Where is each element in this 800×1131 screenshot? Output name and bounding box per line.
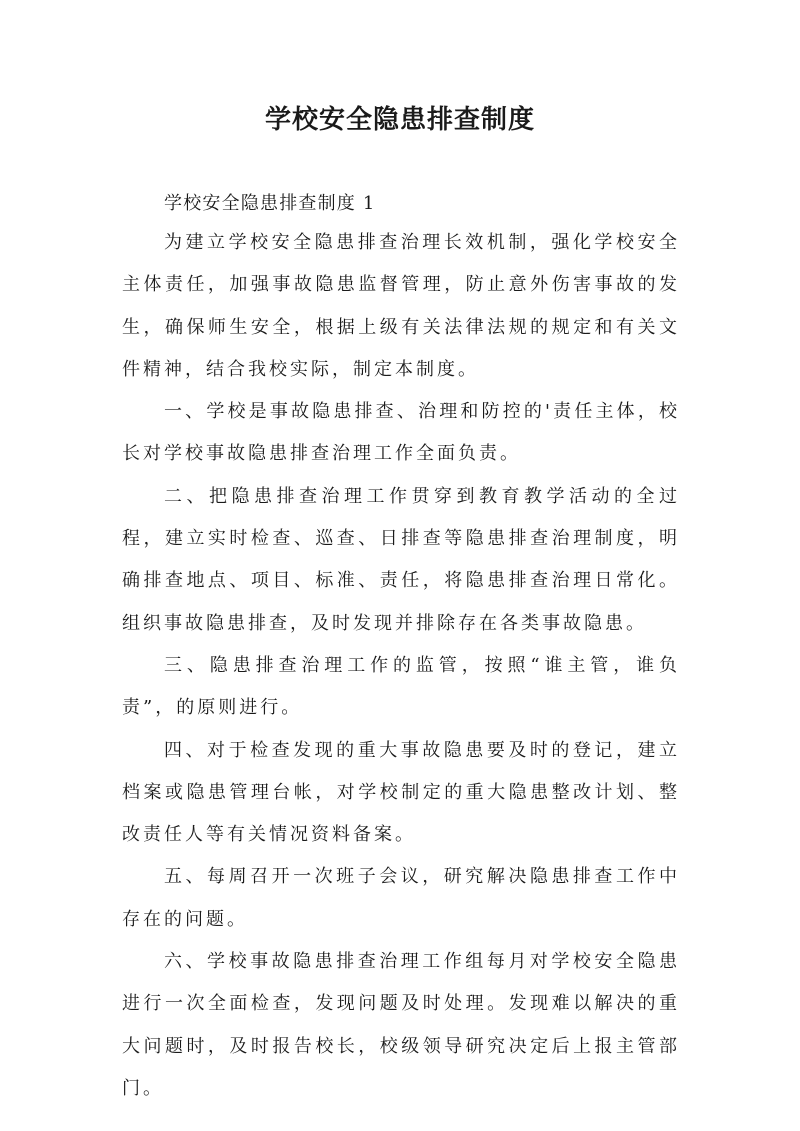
paragraph-item-4: 四、对于检查发现的重大事故隐患要及时的登记，建立档案或隐患管理台帐，对学校制定的重大隐患整改计划、整改责任人等有关情况资料备案。 (122, 739, 680, 846)
paragraph-item-6: 六、学校事故隐患排查治理工作组每月对学校安全隐患进行一次全面检查，发现问题及时处理。发现难以解决的重大问题时，及时报告校长，校级领导研究决定后上报主管部门。 (122, 951, 680, 1099)
paragraph-item-5: 五、每周召开一次班子会议，研究解决隐患排查工作中存在的问题。 (122, 866, 680, 930)
section-heading: 学校安全隐患排查制度 1 (164, 193, 376, 214)
paragraph-intro: 为建立学校安全隐患排查治理长效机制，强化学校安全主体责任，加强事故隐患监督管理，防止意外伤害事故的发生，确保师生安全，根据上级有关法律法规的规定和有关文件精神，结合我校实际，制定本制度。 (122, 232, 680, 380)
paragraph-item-1: 一、学校是事故隐患排查、治理和防控的'责任主体，校长对学校事故隐患排查治理工作全面负责。 (122, 401, 680, 465)
paragraph-item-3: 三、隐患排查治理工作的监管，按照“谁主管，谁负责”，的原则进行。 (122, 654, 680, 719)
document-body (122, 186, 680, 1110)
document-title: 学校安全隐患排查制度 (264, 105, 535, 135)
paragraph-item-2: 二、把隐患排查治理工作贯穿到教育教学活动的全过程，建立实时检查、巡查、日排查等隐患排查治理制度，明确排查地点、项目、标准、责任，将隐患排查治理日常化。组织事故隐患排查，及时发现并排除存在各类事故隐患。 (122, 485, 680, 634)
